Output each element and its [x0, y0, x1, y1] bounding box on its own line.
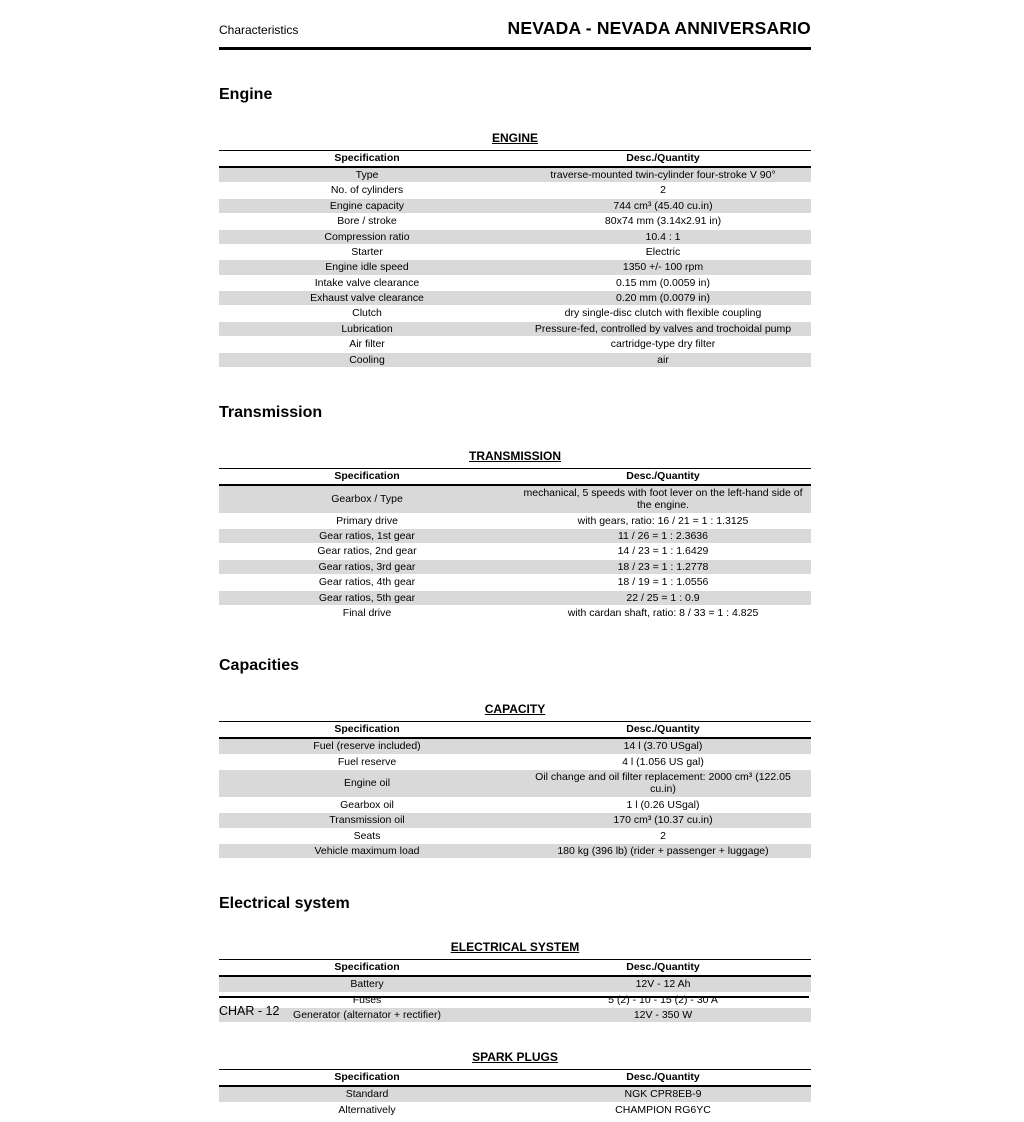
cell-desc: traverse-mounted twin-cylinder four-stroke V 90°: [550, 169, 776, 181]
section-heading: Capacities: [219, 657, 300, 675]
cell-spec: Engine oil: [343, 777, 391, 790]
table-row: [219, 229, 811, 244]
table-row: [219, 813, 811, 828]
table-row: [219, 214, 811, 229]
cell-desc: 5 (2) - 10 - 15 (2) - 30 A: [608, 993, 718, 1006]
table-title-text: CAPACITY: [484, 702, 546, 717]
header-row: [219, 468, 811, 485]
table-row: [219, 244, 811, 259]
page-title: NEVADA - NEVADA ANNIVERSARIO: [507, 18, 811, 38]
table-title-text: SPARK PLUGS: [472, 1050, 558, 1065]
table-title-text: ENGINE: [491, 131, 538, 145]
cell-desc: air: [657, 353, 669, 366]
table-head: [219, 151, 811, 168]
page-footer: [219, 996, 809, 1018]
cell-desc: Pressure-fed, controlled by valves and trochoidal pump: [534, 322, 792, 335]
cell-spec: Battery: [350, 978, 384, 991]
cell-desc: 2: [660, 184, 666, 197]
cell-spec: Air filter: [349, 338, 385, 351]
col-header-desc: Desc./Quantity: [515, 468, 811, 485]
cell-spec: Clutch: [352, 307, 382, 320]
table-row: [219, 183, 811, 198]
col-header-spec: Specification: [219, 722, 515, 739]
cell-desc: 18 / 23 = 1 : 1.2778: [617, 560, 709, 573]
spec-table: [219, 150, 811, 368]
cell-desc: NGK CPR8EB-9: [624, 1088, 702, 1101]
table-title: [219, 131, 811, 145]
cell-desc: 22 / 25 = 1 : 0.9: [626, 591, 700, 604]
table-row: [219, 559, 811, 574]
table-row: [219, 291, 811, 306]
table-row: [219, 260, 811, 275]
table-row: [219, 770, 811, 798]
table-head: [219, 722, 811, 739]
col-header-desc: Desc./Quantity: [515, 151, 811, 168]
table-row: [219, 738, 811, 754]
spec-table: [219, 721, 811, 859]
cell-spec: Cooling: [349, 353, 385, 366]
cell-spec: Vehicle maximum load: [314, 844, 420, 857]
cell-desc: 11 / 26 = 1 : 2.3636: [617, 530, 708, 542]
cell-spec: Alternatively: [338, 1103, 396, 1116]
table-title-text: ELECTRICAL SYSTEM: [450, 940, 580, 955]
table-row: [219, 575, 811, 590]
cell-spec: Engine capacity: [329, 199, 405, 212]
header-row: [219, 722, 811, 739]
table-head: [219, 468, 811, 485]
table-row: [219, 976, 811, 992]
table-row: [219, 167, 811, 183]
cell-desc: 170 cm³ (10.37 cu.in): [613, 814, 713, 827]
cell-desc: 14 / 23 = 1 : 1.6429: [617, 545, 709, 558]
cell-spec: Type: [355, 169, 379, 181]
section-heading: Electrical system: [219, 895, 350, 913]
cell-spec: Exhaust valve clearance: [310, 292, 424, 304]
cell-desc: 2: [660, 829, 666, 842]
cell-desc: 10.4 : 1: [645, 230, 681, 243]
cell-desc: cartridge-type dry filter: [610, 338, 716, 351]
cell-spec: Gearbox oil: [340, 798, 394, 811]
cell-desc: mechanical, 5 speeds with foot lever on the left-hand side of the engine.: [523, 486, 803, 512]
cell-spec: Starter: [351, 245, 383, 258]
col-header-spec: Specification: [219, 960, 515, 977]
cell-spec: Compression ratio: [324, 230, 410, 243]
cell-desc: 180 kg (396 lb) (rider + passenger + luggage): [557, 844, 769, 857]
table-row: [219, 352, 811, 367]
cell-spec: Intake valve clearance: [314, 276, 420, 289]
cell-spec: Gear ratios, 4th gear: [318, 576, 416, 589]
table-row: [219, 797, 811, 812]
table-title: [219, 702, 811, 716]
spec-section: [219, 86, 811, 368]
page-header: [219, 0, 811, 50]
cell-spec: Primary drive: [336, 514, 398, 527]
cell-desc: 4 l (1.056 US gal): [622, 755, 704, 768]
header-row: [219, 151, 811, 168]
col-header-spec: Specification: [219, 1070, 515, 1087]
table-row: [219, 828, 811, 843]
table-head: [219, 1070, 811, 1087]
table-body: [219, 167, 811, 367]
cell-desc: 14 l (3.70 USgal): [623, 740, 703, 753]
table-row: [219, 337, 811, 352]
col-header-desc: Desc./Quantity: [515, 1070, 811, 1087]
section-heading: Transmission: [219, 403, 323, 421]
cell-spec: Gear ratios, 3rd gear: [318, 560, 416, 573]
spec-section: [219, 657, 811, 859]
cell-spec: Transmission oil: [329, 814, 405, 827]
table-row: [219, 843, 811, 858]
cell-desc: with cardan shaft, ratio: 8 / 33 = 1 : 4.825: [567, 606, 759, 619]
spec-table: [219, 468, 811, 621]
table-title: [219, 1050, 811, 1064]
cell-desc: dry single-disc clutch with flexible coupling: [564, 307, 762, 320]
table-row: [219, 485, 811, 513]
cell-spec: Seats: [353, 829, 381, 842]
header-row: [219, 960, 811, 977]
table-row: [219, 1102, 811, 1117]
spec-table: [219, 1069, 811, 1118]
cell-desc: Oil change and oil filter replacement: 2000 cm³ (122.05 cu.in): [535, 771, 791, 796]
cell-desc: 12V - 350 W: [633, 1009, 693, 1021]
cell-desc: 0.15 mm (0.0059 in): [616, 276, 710, 289]
cell-spec: Final drive: [342, 606, 392, 619]
cell-spec: No. of cylinders: [330, 184, 404, 197]
table-row: [219, 321, 811, 336]
col-header-desc: Desc./Quantity: [515, 960, 811, 977]
col-header-desc: Desc./Quantity: [515, 722, 811, 739]
table-row: [219, 590, 811, 605]
table-row: [219, 529, 811, 544]
cell-desc: 12V - 12 Ah: [635, 978, 691, 991]
table-body: [219, 485, 811, 621]
cell-spec: Gear ratios, 5th gear: [318, 591, 416, 604]
table-row: [219, 1086, 811, 1102]
header-row: [219, 1070, 811, 1087]
cell-spec: Fuel reserve: [337, 755, 397, 768]
table-title-text: TRANSMISSION: [468, 448, 561, 463]
cell-spec: Bore / stroke: [337, 215, 397, 228]
table-row: [219, 306, 811, 321]
table-row: [219, 605, 811, 620]
sections-container: [219, 86, 811, 1118]
cell-spec: Engine idle speed: [325, 261, 409, 274]
page-content: [219, 0, 811, 1122]
cell-spec: Fuel (reserve included): [313, 740, 421, 753]
section-heading: Engine: [219, 86, 273, 103]
table-title: [219, 449, 811, 463]
cell-desc: CHAMPION RG6YC: [615, 1103, 711, 1116]
spec-section: [219, 404, 811, 621]
cell-desc: 1 l (0.26 USgal): [626, 798, 700, 811]
header-chapter-label: Characteristics: [219, 23, 299, 37]
cell-spec: Fuses: [352, 993, 382, 1006]
col-header-spec: Specification: [219, 151, 515, 168]
cell-desc: with gears, ratio: 16 / 21 = 1 : 1.3125: [577, 514, 749, 527]
footer-page-label: CHAR - 12: [219, 1004, 280, 1018]
cell-desc: 0.20 mm (0.0079 in): [616, 292, 710, 304]
cell-spec: Gear ratios, 1st gear: [319, 530, 415, 542]
cell-desc: Electric: [645, 245, 681, 258]
cell-spec: Gear ratios, 2nd gear: [317, 545, 417, 558]
cell-spec: Standard: [345, 1088, 389, 1101]
cell-desc: 1350 +/- 100 rpm: [622, 261, 704, 274]
cell-spec: Lubrication: [341, 322, 393, 335]
table-title: [219, 940, 811, 954]
cell-desc: 18 / 19 = 1 : 1.0556: [617, 576, 709, 589]
table-row: [219, 275, 811, 290]
table-head: [219, 960, 811, 977]
cell-spec: Gearbox / Type: [331, 493, 403, 506]
cell-desc: 80x74 mm (3.14x2.91 in): [604, 215, 722, 228]
cell-desc: 744 cm³ (45.40 cu.in): [613, 199, 713, 212]
table-body: [219, 1086, 811, 1117]
col-header-spec: Specification: [219, 468, 515, 485]
table-body: [219, 738, 811, 859]
table-row: [219, 544, 811, 559]
table-row: [219, 754, 811, 769]
table-row: [219, 513, 811, 528]
table-row: [219, 198, 811, 213]
cell-spec: Generator (alternator + rectifier): [293, 1009, 441, 1021]
